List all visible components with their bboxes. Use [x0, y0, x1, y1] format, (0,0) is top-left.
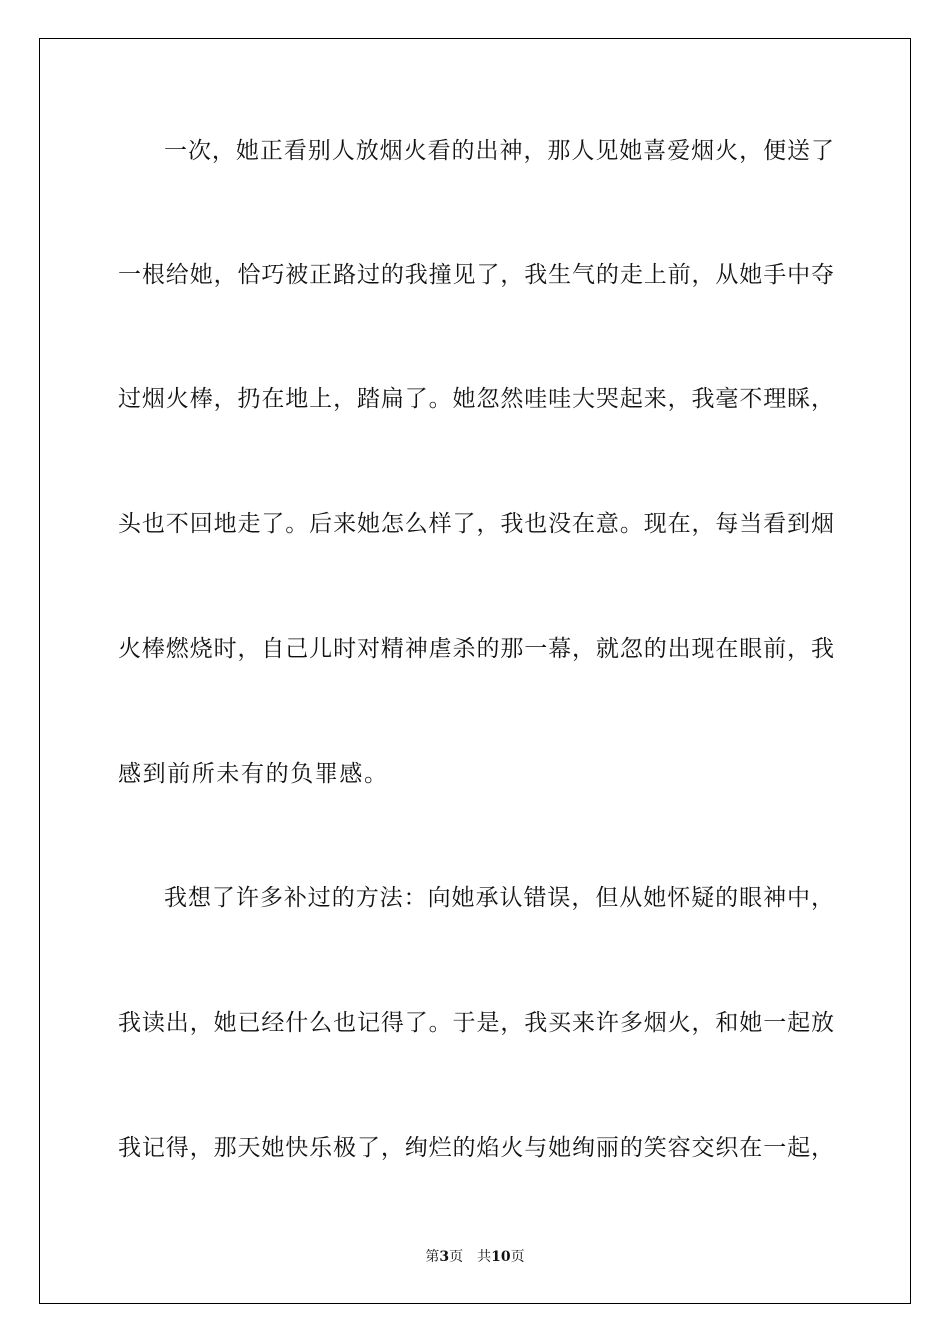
paragraph-2-line-3: 我记得，那天她快乐极了，绚烂的焰火与她绚丽的笑容交织在一起， — [118, 1135, 834, 1161]
total-prefix: 共 — [477, 1249, 492, 1265]
page-footer — [0, 1248, 950, 1266]
total-pages: 10 — [491, 1249, 511, 1265]
paragraph-1-line-3: 过烟火棒，扔在地上，踏扁了。她忽然哇哇大哭起来，我毫不理睬， — [118, 386, 834, 412]
paragraph-1-line-5: 火棒燃烧时，自己儿时对精神虐杀的那一幕，就忽的出现在眼前，我 — [118, 636, 834, 662]
page-border — [39, 38, 911, 1304]
paragraph-1-line-1: 一次，她正看别人放烟火看的出神，那人见她喜爱烟火，便送了 — [164, 138, 834, 164]
page-suffix: 页 — [449, 1249, 464, 1265]
paragraph-2-line-1: 我想了许多补过的方法：向她承认错误，但从她怀疑的眼神中， — [164, 885, 834, 911]
page-number: 3 — [439, 1249, 450, 1265]
total-suffix: 页 — [510, 1249, 525, 1265]
page-prefix: 第 — [425, 1249, 440, 1265]
paragraph-1-line-4: 头也不回地走了。后来她怎么样了，我也没在意。现在，每当看到烟 — [118, 511, 834, 537]
paragraph-1-line-6: 感到前所未有的负罪感。 — [118, 761, 389, 787]
paragraph-1-line-2: 一根给她，恰巧被正路过的我撞见了，我生气的走上前，从她手中夺 — [118, 262, 834, 288]
paragraph-2-line-2: 我读出，她已经什么也记得了。于是，我买来许多烟火，和她一起放 — [118, 1010, 834, 1036]
